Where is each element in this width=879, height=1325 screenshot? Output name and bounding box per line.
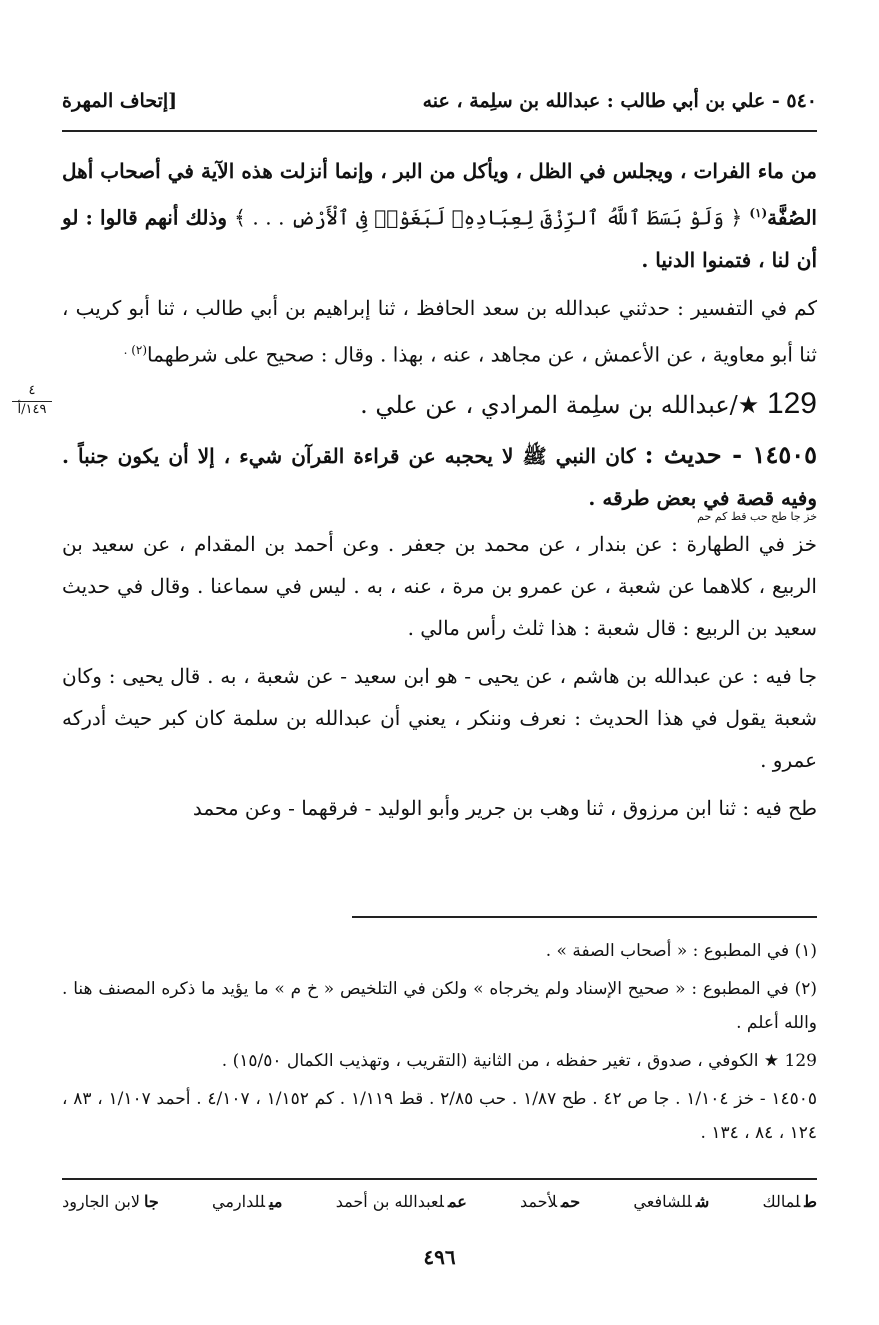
source-2: جا فيه : عن عبدالله بن هاشم ، عن يحيى - هو ابن سعيد - عن شعبة ، به . قال يحيى : وكان شعبة يقول في هذا الحديث : نعرف وننكر ، يعني أن عبدالله بن سلمة كان كبر حيث أدركه عمرو . <box>62 664 817 773</box>
paragraph-1-text-b: وذلك أنهم قالوا : لو أن لنا ، فتمنوا الدنيا . <box>62 205 817 272</box>
footnote-rule <box>352 916 817 918</box>
footnote-ref-1: (١) <box>749 206 768 220</box>
abbreviation-rule <box>62 1178 817 1180</box>
entry-heading <box>17 383 817 426</box>
page-number: ٤٩٦ <box>423 1245 456 1269</box>
paragraph-1-text-a: من ماء الفرات ، ويجلس في الظل ، ويأكل من البر ، وإنما أنزلت هذه الآية في أصحاب أهل الصُفَّة <box>62 159 817 230</box>
paragraph-2 <box>62 287 817 376</box>
hadith-text: كان النبي ﷺ لا يحجبه عن قراءة القرآن شيء ، إلا أن يكون جنباً . وفيه قصة في بعض طرقه . <box>62 444 817 511</box>
footnote-3: 129 ★ الكوفي ، صدوق ، تغير حفظه ، من الثانية (التقريب ، وتهذيب الكمال ١٥/٥٠) . <box>221 1051 817 1071</box>
abbrev-item: حملأحمد <box>519 1192 581 1211</box>
main-text <box>17 150 817 835</box>
footnote-1: (١) في المطبوع : « أصحاب الصفة » . <box>545 941 817 961</box>
source-3: طح فيه : ثنا ابن مرزوق ، ثنا وهب بن جرير وأبو الوليد - فرقهما - وعن محمد <box>192 796 817 821</box>
margin-note-top: ٤ <box>12 383 52 402</box>
abbrev-item: شللشافعي <box>633 1192 710 1211</box>
paragraph-1 <box>62 150 817 281</box>
footnotes <box>62 934 817 1154</box>
abbrev-item: ميللدارمي <box>212 1192 283 1211</box>
paragraph-2-text: كم في التفسير : حدثني عبدالله بن سعد الحافظ ، ثنا إبراهيم بن أبي طالب ، ثنا أبو كريب ، ثنا أبو معاوية ، عن الأعمش ، عن مجاهد ، عنه ، بهذا . وقال : صحيح على شرطهما <box>62 295 817 367</box>
quran-verse: ﴿ وَلَوْ بَسَطَ ٱللَّهُ ٱلرِّزْقَ لِعِبَادِهِۦ لَبَغَوْا۟ فِى ٱلْأَرْضِ . . . ﴾ <box>234 205 743 230</box>
footnote-2: (٢) في المطبوع : « صحيح الإسناد ولم يخرجاه » ولكن في التلخيص « خ م » ما يؤيد ما ذكره المصنف هنا . والله أعلم . <box>62 979 817 1033</box>
footnote-ref-2: (٢) . <box>123 342 148 357</box>
abbrev-item: جالابن الجارود <box>62 1192 159 1211</box>
star-icon: ★ <box>737 391 760 420</box>
abbrev-item: طلمالك <box>762 1192 817 1211</box>
source-1: خز في الطهارة : عن بندار ، عن محمد بن جعفر . وعن أحمد بن المقدام ، عن سعيد بن الربيع ، كلاهما عن شعبة ، عن عمرو بن مرة ، عنه ، به . ليس في سماعنا . وقال في حديث سعيد بن الربيع : قال شعبة : هذا ثلث رأس مالي . <box>62 532 817 641</box>
running-header <box>62 82 817 122</box>
footnote-4: ١٤٥٠٥ - خز ١/١٠٤ . جا ص ٤٢ . طح ١/٨٧ . حب ٢/٨٥ . قط ١/١١٩ . كم ١/١٥٢ ، ٤/١٠٧ . أحمد ١/١٠٧ ، ٨٣ ، ١٢٤ ، ٨٤ ، ١٣٤ . <box>62 1089 818 1143</box>
abbreviation-key <box>62 1192 817 1211</box>
header-book-title: [إتحاف المهرة <box>62 90 178 112</box>
margin-note <box>12 383 52 418</box>
entry-number: 129 <box>766 387 817 421</box>
margin-note-bottom: ١٤٩/أ <box>17 402 47 418</box>
hadith-paragraph <box>62 434 817 519</box>
header-rule <box>62 130 817 132</box>
entry-title-text: /عبدالله بن سلِمة المرادي ، عن علي . <box>360 391 738 420</box>
hadith-sigla: خز جا طح حب قط كم حم <box>697 510 817 524</box>
abbrev-item: عملعبدالله بن أحمد <box>335 1192 467 1211</box>
hadith-number: ١٤٥٠٥ - حديث : <box>644 440 817 470</box>
header-title: ٥٤٠ - علي بن أبي طالب : عبدالله بن سلِمة ، عنه <box>422 90 817 112</box>
